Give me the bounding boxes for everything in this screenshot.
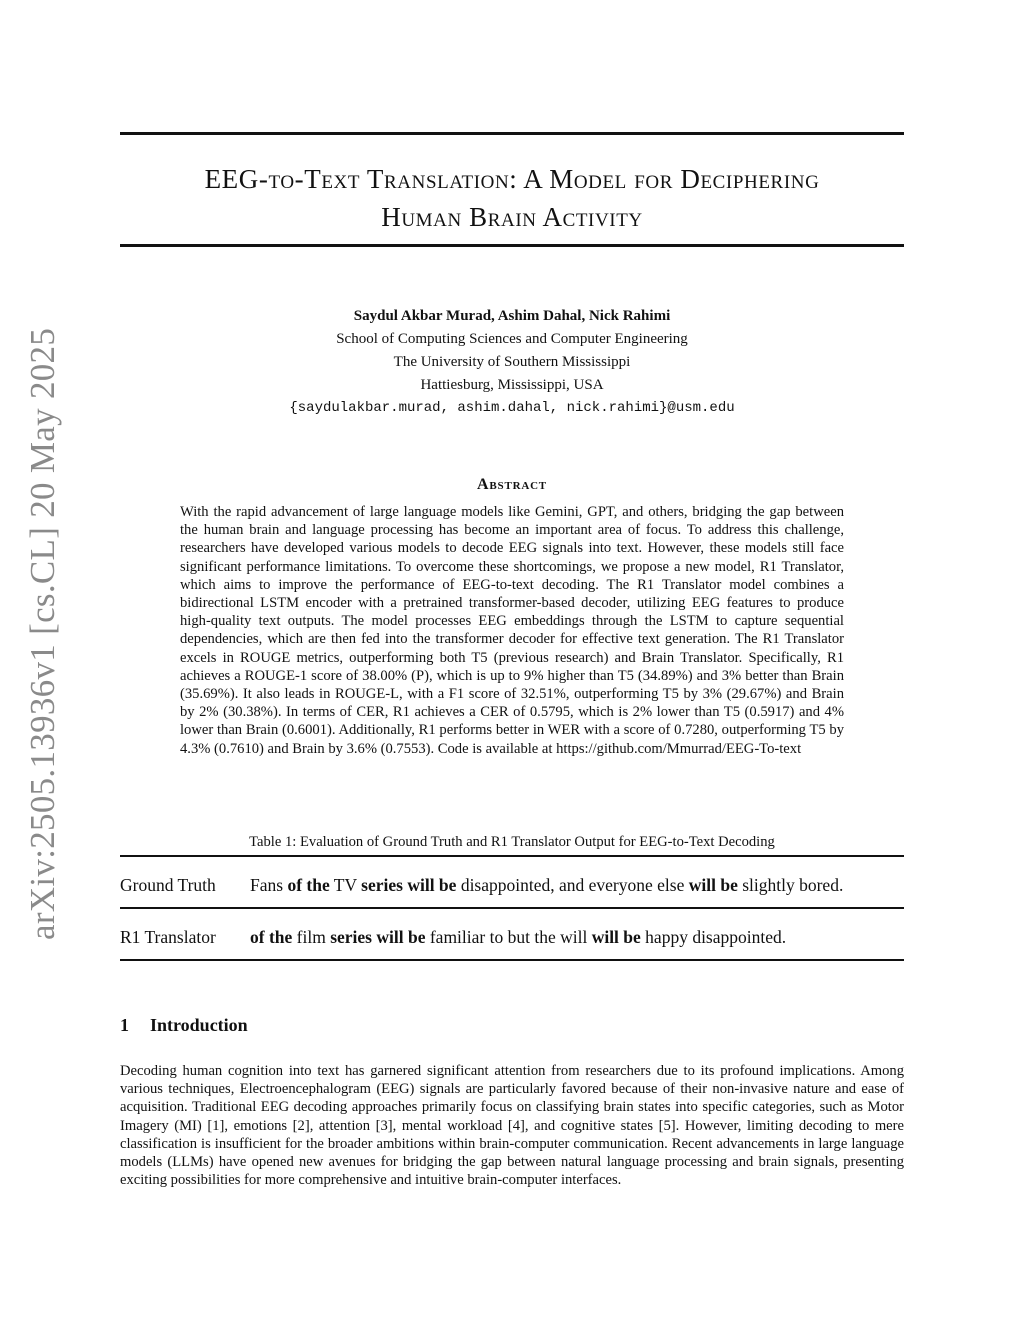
affiliation-university: The University of Southern Mississippi [393,354,631,370]
title-line-2: Human Brain Activity [381,202,643,232]
section-title: Introduction [150,1015,248,1035]
author-names: Saydul Akbar Murad, Ashim Dahal, Nick Rahimi [353,308,671,324]
segment-bold: series will be [361,875,457,895]
arxiv-stamp: arXiv:2505.13936v1 [cs.CL] 20 May 2025 [23,327,62,940]
segment: film [292,927,331,947]
segment: disappointed, and everyone else [456,875,689,895]
segment: slightly bored. [737,875,844,895]
row-text [250,927,786,948]
title-top-rule [120,132,904,135]
row-label: Ground Truth [120,875,216,895]
section-heading [120,1015,248,1036]
title-bottom-rule [120,244,904,247]
segment: happy disappointed. [640,927,787,947]
segment-bold: of the [250,927,293,947]
abstract-heading: Abstract [477,476,547,493]
segment-bold: of the [287,875,330,895]
paper-title [120,160,904,236]
affiliation-location: Hattiesburg, Mississippi, USA [420,377,604,393]
section-number: 1 [120,1015,129,1035]
segment: Fans [250,875,288,895]
abstract-text: With the rapid advancement of large language models like Gemini, GPT, and others, bridging the gap between the human brain and language processing has become an important area of focus. To address this challenge, researchers have developed various models to decode EEG signals into text. However, these models still face significant performance limitations. To overcome these shortcomings, we propose a new model, R1 Translator, which aims to improve the performance of EEG-to-text decoding. The R1 Translator model combines a bidirectional LSTM encoder with a pretrained transformer-based decoder, utilizing EEG features to produce high-quality text outputs. The model processes EEG embeddings through the LSTM to capture sequential dependencies, which are then fed into the transformer decoder for effective text generation. The R1 Translator excels in ROUGE metrics, outperforming both T5 (previous research) and Brain Translator. Specifically, R1 achieves a ROUGE-1 score of 38.00% (P), which is up to 9% higher than T5 (34.89%) and 3% better than Brain (35.69%). It also leads in ROUGE-L, with a F1 score of 32.51%, outperforming T5 by 3% (29.67%) and Brain by 2% (30.38%). In terms of CER, R1 achieves a CER of 0.5795, which is 2% lower than T5 (0.5917) and 4% lower than Brain (0.6001). Additionally, R1 performs better in WER with a score of 0.7280, outperforming T5 by 4.3% (0.7610) and Brain by 3.6% (0.7553). Code is available at https://github.com/Mmurrad/EEG-To-text [180,504,844,757]
author-block [120,305,904,420]
introduction-text: Decoding human cognition into text has garnered significant attention from researchers due to its profound implications. Among various techniques, Electroencephalogram (EEG) signals are particularly favored because of their non-invasive nature and ease of acquisition. Traditional EEG decoding approaches primarily focus on classifying brain states into specific categories, such as Motor Imagery (MI) [1], emotions [2], attention [3], mental workload [4], and cognitive states [5]. However, limiting decoding to mere classification is insufficient for the broader ambitions within brain-computer communication. Recent advancements in large language models (LLMs) have opened new avenues for bridging the gap between natural language processing and brain signals, presenting exciting possibilities for more comprehensive and intuitive brain-computer interfaces. [120,1063,904,1189]
row-label: R1 Translator [120,927,216,947]
segment: TV [329,875,362,895]
title-line-1: EEG-to-Text Translation: A Model for Deciphering [204,164,820,194]
table-mid-rule [120,907,904,909]
table-top-rule [120,855,904,857]
segment-bold: will be [688,875,738,895]
affiliation-school: School of Computing Sciences and Computer Engineering [336,331,688,347]
segment-bold: will be [591,927,641,947]
table-caption: Table 1: Evaluation of Ground Truth and R1 Translator Output for EEG-to-Text Decoding [249,834,775,850]
table-bottom-rule [120,959,904,961]
segment-bold: series will be [330,927,426,947]
author-emails: {saydulakbar.murad, ashim.dahal, nick.rahimi}@usm.edu [289,400,735,416]
segment: familiar to but the will [425,927,592,947]
row-text [250,875,843,896]
